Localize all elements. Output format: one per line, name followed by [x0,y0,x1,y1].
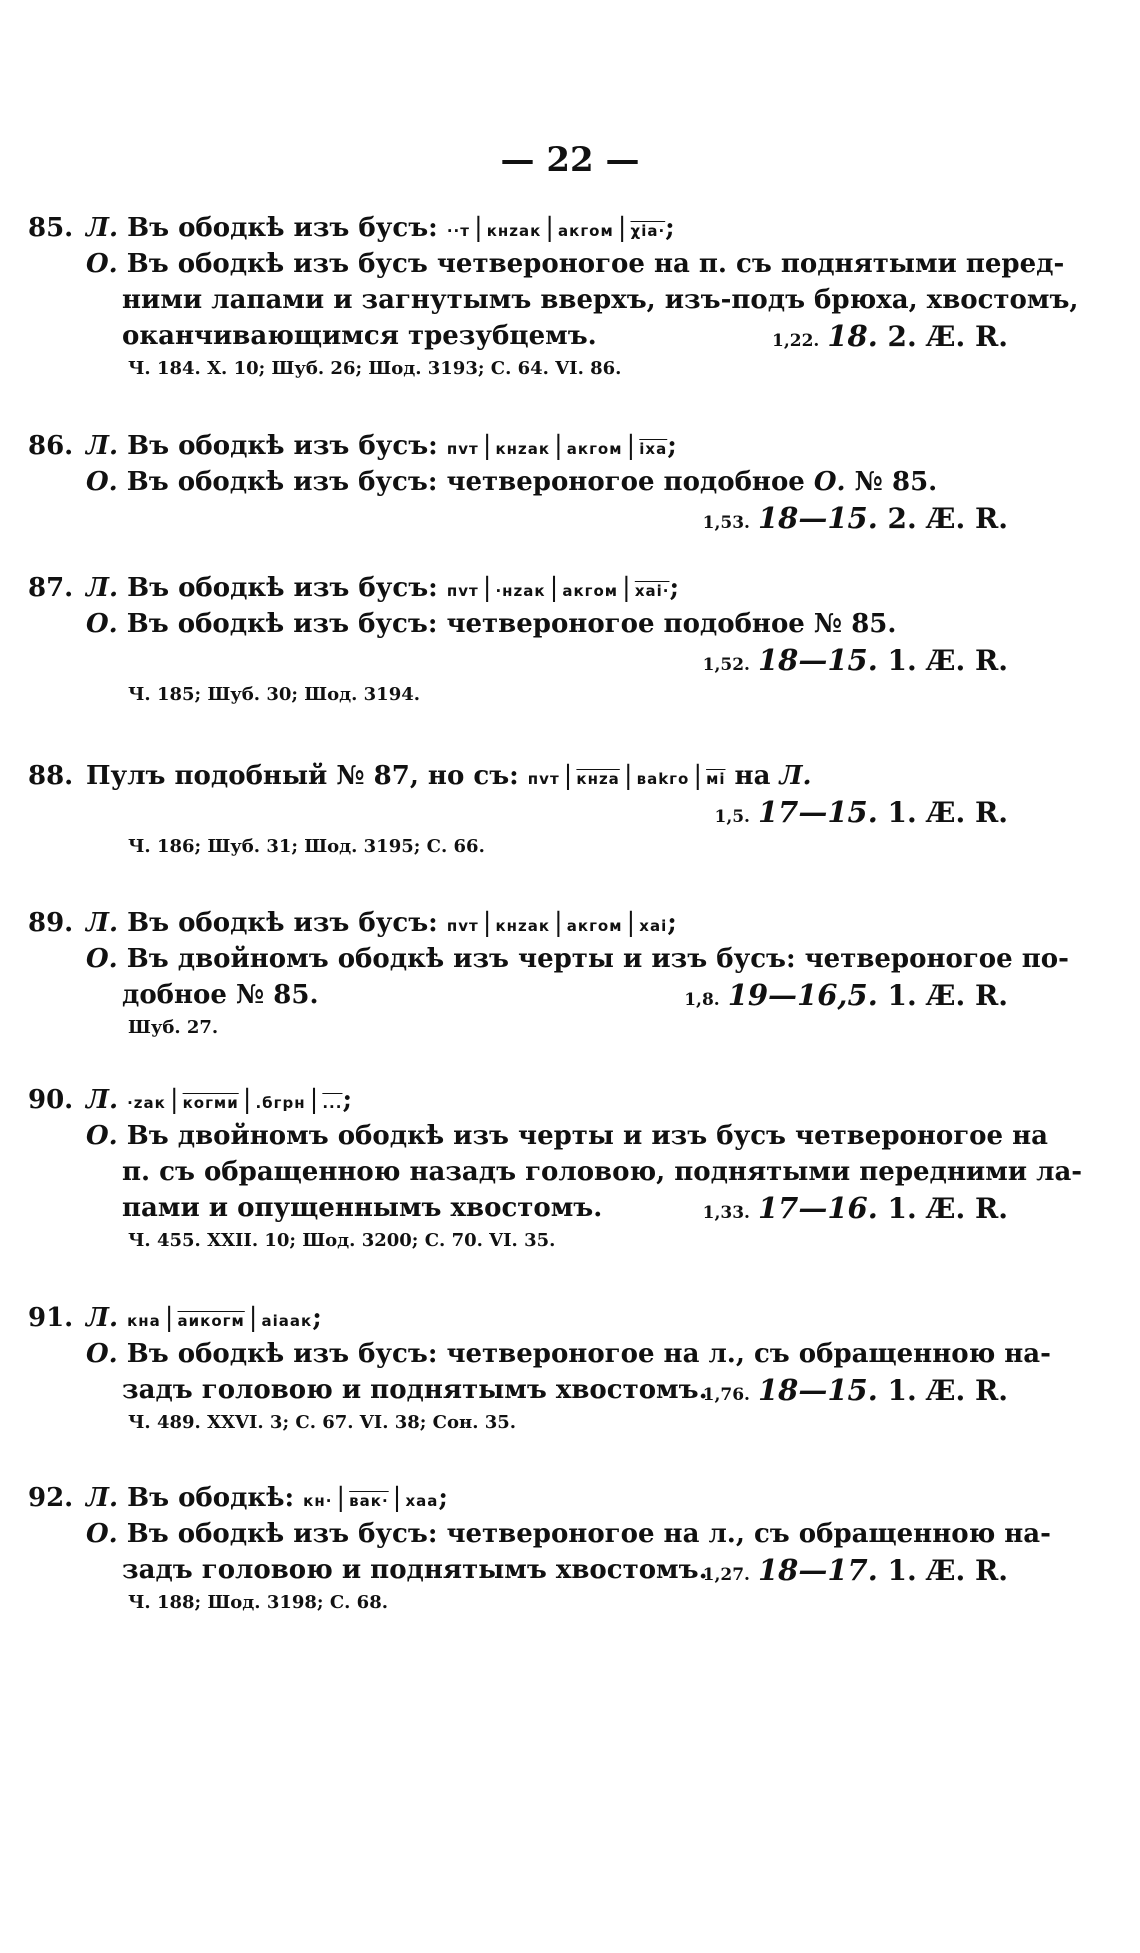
legend-part: хаа [405,1492,439,1510]
measurements [703,642,1008,683]
entry-number: 90. [28,1085,74,1115]
entry-number: 86. [28,431,74,461]
side-label: О. [86,1519,118,1549]
description-line: пами и опущеннымъ хвостомъ. [122,1193,603,1223]
legend-part: пvт [446,917,479,935]
diameter: 18. [827,319,878,353]
legend-part: кна [127,1312,161,1330]
entry-line: 88. Пулъ подобный № 87, но съ: пvт | кнzа | ваkго | мі на Л. [28,758,1018,794]
legend-part: іха [639,440,668,458]
description-line: Въ ободкѣ изъ бусъ: четвероногое на л., съ обращенною на- [126,1519,1051,1549]
description-row [28,318,1018,354]
description-line: Въ ободкѣ изъ бусъ четвероногое на п. съ поднятыми перед- [126,249,1065,279]
legend-part: пvт [446,582,479,600]
side-label: О. [86,249,118,279]
side-label: Л. [86,1483,119,1513]
description-tail: № 85. [854,467,938,497]
metal-rarity: 1. Æ. R. [887,1192,1008,1225]
legend-part: мі [706,770,726,788]
weight: 1,53. [702,513,750,533]
entry-number: 89. [28,908,74,938]
description-line: добное № 85. [122,980,319,1010]
measurements [703,500,1008,541]
reverse-line [28,941,1069,977]
reverse-line [28,1336,1051,1372]
legend-part: ·zак [127,1094,166,1112]
catalog-entry-89 [28,905,1069,1043]
side-label: О. [86,467,118,497]
description-line: оканчивающимся трезубцемъ. [122,321,597,351]
description-line: Въ ободкѣ изъ бусъ: четвероногое подобное № 85. [126,609,897,639]
measurements [703,1372,1008,1413]
description-line: п. съ обращенною назадъ головою, поднятыми передними ла- [122,1157,1083,1187]
entry-number: 91. [28,1303,74,1333]
description-line: ними лапами и загнутымъ вверхъ, изъ-подъ брюха, хвостомъ, [122,285,1079,315]
references: Ч. 186; Шуб. 31; Шод. 3195; С. 66. [128,836,485,857]
entry-number: 87. [28,573,74,603]
legend-end: ; [438,1483,448,1513]
description-line: Въ двойномъ ободкѣ изъ черты и изъ бусъ: четвероногое по- [126,944,1069,974]
references: Ч. 489. XXVI. 3; С. 67. VI. 38; Сон. 35. [128,1412,517,1433]
legend-part: кнzак [495,440,551,458]
diameter: 17—15. [757,795,878,829]
legend-end: ; [665,213,675,243]
side-label: Л. [86,431,119,461]
diameter: 18—17. [757,1553,878,1587]
description-line: задъ головою и поднятымъ хвостомъ. [122,1375,708,1405]
catalog-entry-88 [28,758,1018,862]
references: Ч. 455. XXII. 10; Шод. 3200; С. 70. VI. 35. [128,1230,556,1251]
references: Ч. 185; Шуб. 30; Шод. 3194. [128,684,421,705]
legend-part: вак· [349,1492,389,1510]
measurements [703,1552,1008,1593]
description-line: Въ ободкѣ изъ бусъ: четвероногое подобное [126,467,805,497]
weight: 1,33. [702,1203,750,1223]
obverse-line: 87. Л. Въ ободкѣ изъ бусъ: пvт | ·нzак | акгом | хаі·; [28,570,1018,606]
obverse-line: 89. Л. Въ ободкѣ изъ бусъ: пvт | кнzак | акгом | хаі; [28,905,1018,941]
reverse-line [28,606,1018,642]
legend-part: хаі· [634,582,670,600]
metal-rarity: 1. Æ. R. [887,979,1008,1012]
references: Ч. 184. X. 10; Шуб. 26; Шод. 3193; С. 64. VI. 86. [128,358,622,379]
entry-tail: на [734,761,771,791]
catalog-entry-90 [28,1082,1083,1256]
references: Ч. 188; Шод. 3198; С. 68. [128,1592,388,1613]
weight: 1,5. [714,807,750,827]
legend-part: акгом [566,440,623,458]
obverse-line: 90. Л. ·zак | когми | .бгрн | ...; [28,1082,1018,1118]
measurements [684,977,1008,1018]
legend-part: кн· [303,1492,333,1510]
weight: 1,27. [702,1565,750,1585]
catalog-entry-85 [28,210,1079,384]
legend-part: аикогм [177,1312,245,1330]
legend-part: пvт [446,440,479,458]
measurements [714,794,1008,835]
legend-part: ваkго [636,770,690,788]
diameter: 18—15. [757,501,878,535]
side-label: О. [86,1339,118,1369]
description-line: Въ ободкѣ изъ бусъ: четвероногое на л., съ обращенною на- [126,1339,1051,1369]
description-line: Въ двойномъ ободкѣ изъ черты и изъ бусъ четвероногое на [126,1121,1048,1151]
legend-part: кнzак [486,222,542,240]
legend-end: ; [667,431,677,461]
legend-part: χіа· [630,222,666,240]
legend-part: кнzак [495,917,551,935]
side-label: Л. [779,761,812,791]
legend-part: кнzа [576,770,620,788]
legend-end: ; [669,573,680,603]
legend-part: ... [322,1094,343,1112]
legend-part: акгом [566,917,623,935]
entry-number: 88. [28,761,74,791]
legend-part: акгом [558,222,614,240]
catalog-entry-91 [28,1300,1051,1438]
obverse-line: 91. Л. кна | аикогм | аіаак; [28,1300,1018,1336]
weight: 1,76. [702,1385,750,1405]
reverse-line [28,1118,1048,1154]
legend-prefix: Въ ободкѣ изъ бусъ: [127,908,438,938]
catalog-entry-92 [28,1480,1051,1618]
side-label: Л. [86,908,119,938]
measurements-row [28,794,1018,832]
legend-prefix: Въ ободкѣ: [127,1483,295,1513]
legend-part: акгом [562,582,619,600]
measurements-row [28,500,1018,538]
entry-number: 85. [28,213,74,243]
metal-rarity: 2. Æ. R. [887,502,1008,535]
side-label: О. [86,1121,118,1151]
diameter: 18—15. [757,643,878,677]
legend-prefix: Въ ободкѣ изъ бусъ: [127,213,438,243]
description-row [28,1372,1018,1408]
description-row [28,1190,1018,1226]
obverse-line: 92. Л. Въ ободкѣ: кн· | вак· | хаа; [28,1480,1018,1516]
obverse-line: 86. Л. Въ ободкѣ изъ бусъ: пvт | кнzак | акгом | іха; [28,428,1018,464]
side-label: Л. [86,1085,119,1115]
description-line: задъ головою и поднятымъ хвостомъ. [122,1555,708,1585]
weight: 1,52. [702,655,750,675]
entry-text: Пулъ подобный № 87, но съ: [86,761,519,791]
legend-end: ; [342,1085,353,1115]
legend-part: когми [182,1094,239,1112]
side-label: Л. [86,213,119,243]
legend-part: ··т [446,222,470,240]
catalog-entry-86 [28,428,1018,538]
catalog-entry-87 [28,570,1018,710]
side-label: О. [813,467,846,497]
side-label: О. [86,944,118,974]
legend-part: пvт [527,770,560,788]
metal-rarity: 1. Æ. R. [887,1374,1008,1407]
measurements [703,1190,1008,1231]
measurements-row [28,642,1018,680]
side-label: О. [86,609,118,639]
description-row [28,1552,1018,1588]
legend-end: ; [667,908,677,938]
metal-rarity: 1. Æ. R. [887,1554,1008,1587]
obverse-line: 85. Л. Въ ободкѣ изъ бусъ: ··т | кнzак | акгом | χіа·; [28,210,1018,246]
metal-rarity: 1. Æ. R. [887,796,1008,829]
page-number: — 22 — [500,140,640,180]
diameter: 19—16,5. [727,978,878,1012]
entry-number: 92. [28,1483,74,1513]
diameter: 17—16. [757,1191,878,1225]
measurements [772,318,1008,359]
legend-part: .бгрн [255,1094,306,1112]
weight: 1,22. [772,331,820,351]
reverse-line [28,246,1065,282]
side-label: Л. [86,573,119,603]
legend-part: ·нzак [495,582,546,600]
reverse-line [28,464,1018,500]
metal-rarity: 2. Æ. R. [887,320,1008,353]
legend-end: ; [312,1303,322,1333]
description-row [28,977,1018,1013]
weight: 1,8. [684,990,720,1010]
side-label: Л. [86,1303,119,1333]
diameter: 18—15. [757,1373,878,1407]
legend-prefix: Въ ободкѣ изъ бусъ: [127,573,438,603]
legend-part: хаі [639,917,668,935]
reverse-line [28,1516,1051,1552]
legend-part: аіаак [261,1312,313,1330]
metal-rarity: 1. Æ. R. [887,644,1008,677]
references: Шуб. 27. [128,1017,219,1038]
legend-prefix: Въ ободкѣ изъ бусъ: [127,431,438,461]
